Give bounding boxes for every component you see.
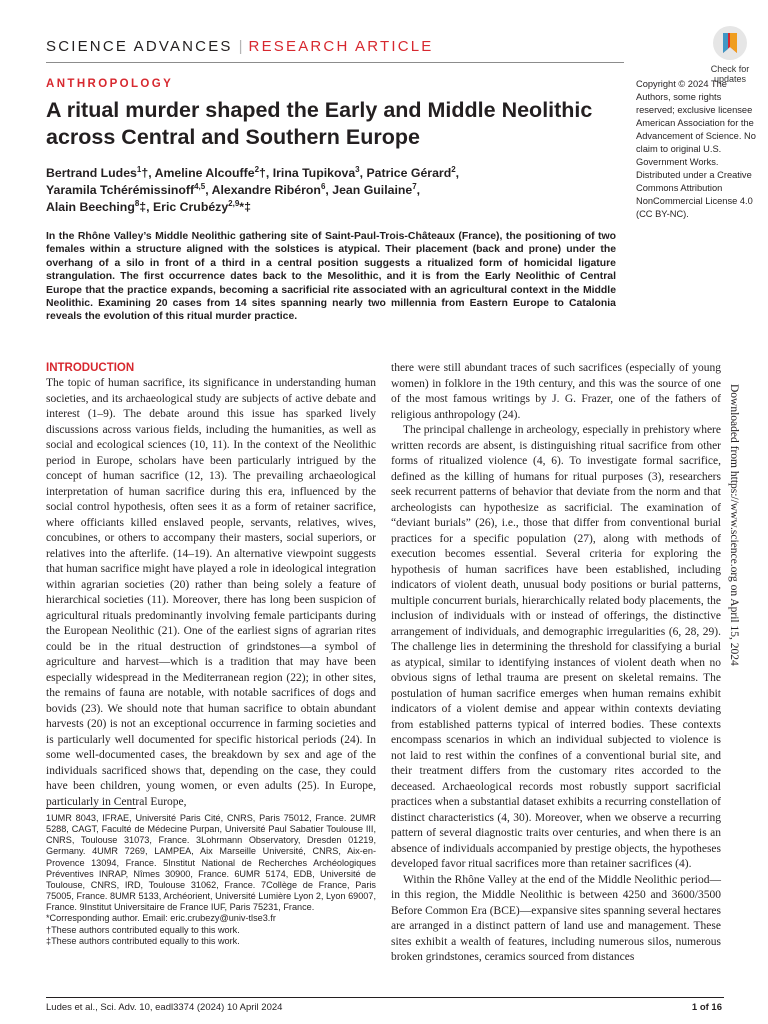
- check-updates-line2: updates: [713, 74, 747, 84]
- footer-citation: Ludes et al., Sci. Adv. 10, eadl3374 (2024) 10 April 2024: [46, 1002, 283, 1013]
- equal-contribution-note: ‡These authors contributed equally to this work.: [46, 935, 240, 946]
- header-rule: [46, 62, 624, 63]
- author-name[interactable]: Patrice Gérard$^2$: [366, 164, 456, 180]
- abstract: In the Rhône Valley’s Middle Neolithic gathering site of Saint-Paul-Trois-Châteaux (France), the positioning of two females within a structure aligned with the solstices is atypical. Their placement (back and prone) under the overhang of a silo in front of a third in a central position suggests a ritualized form of homicidal ligature strangulation. The first occurrence dates back to the Mesolithic, and it is from the Early Neolithic of Central Europe that the practice expands, becoming a sacrificial rite associated with an agricultural context in the Middle Neolithic. Examining 20 cases from 14 sites spanning nearly two millennia from Eastern Europe to Catalonia reveals the evolution of this ritual murder practice.: [46, 231, 616, 323]
- journal-header: [46, 38, 434, 55]
- author-name[interactable]: Alexandre Ribéron$^6$: [211, 181, 326, 197]
- download-side-note: [725, 384, 743, 664]
- affiliations: 1UMR 8043, IFRAE, Université Paris Cité, CNRS, Paris 75012, France. 2UMR 5288, CAGT, Faculté de Médecine Purpan, Université Paul Sabatier Toulouse III, CNRS, Toulouse 31073, France. 3Lohrmann Observatory, Dresden 01219, Germany. 4UMR 7269, LAMPEA, Aix Marseille Université, CNRS, Aix-en-Provence 13094, France. 5Institut National de Recherches Archéologiques Préventives INRAP, Nîmes 30900, France. 6UMR 5174, EDB, Université de Toulouse, CNRS, IRD, Toulouse 31062, France. 7Collège de France, Paris 75005, France. 8UMR 5133, Archéorient, Université Lumière Lyon 2, Lyon 69007, France. 9Institut Universitaire de France IUF, Paris 75231, France.: [46, 813, 376, 913]
- copyright-notice: Copyright © 2024 The Authors, some rights reserved; exclusive licensee American Association for the Advancement of Science. No claim to original U.S. Government Works. Distributed under a Creative Commons Attribution NonCommercial License 4.0 (CC BY-NC).: [636, 79, 756, 219]
- check-for-updates-button[interactable]: [703, 24, 757, 84]
- author-name[interactable]: Yaramila Tchérémissinoff$^{4,5}$: [46, 181, 206, 197]
- body-paragraph: The principal challenge in archeology, especially in prehistory where written records are absent, is distinguishing ritual sacrifice from other forms of ritualized violence (4, 6). To investigate formal sacrifice, defined as the killing of humans for ritual purposes (3), researchers seek recurrent patterns of behavior that deviate from the norm and that archeologists can hypothesize as sacrificial. The examination of “deviant burials” (26), i.e., those that differ from conventional burial practices for a specific population (27), along with methods of execution becomes essential. Several criteria for exploring the hypothesis of human sacrifices have been established, including indicators of violent death, unusual body positions or burial patterns, multiple concurrent burials, hierarchically related body placements, the inclusion of individuals with or instead of offerings, the distinctive arrangement of individuals, and demographic irregularities (6, 28, 29). The challenge lies in determining the threshold for classifying a burial as atypical, similar to identifying instances of violent death when no obvious signs of lethal trauma are present on skeletal remains. The postulation of human sacrifice emerges when human remains exhibit indicators of a violent demise and appear within contexts deviating from established patterns typical of interred bodies. These contexts encompass scenarios in which an individual subjected to violence is not laid to rest within the confines of a conventional burial site, and their treatment differs from the customary rites accorded to the deceased. Archaeological records most robustly support sacrificial practices when a substantial dataset exhibits a recurring constellation of distinct characteristics (4, 30). Moreover, when we observe a recurring pattern of several diagnostic traits over centuries, and when there is an absence of individuals accompanied by prestige objects, the hypotheses developed favor ritual sacrifices more than retainer sacrifices (4).: [391, 424, 721, 870]
- bookmark-badge-icon: [720, 31, 740, 55]
- download-notice[interactable]: Downloaded from https://www.science.org on April 15, 2024: [728, 384, 740, 666]
- article-title: A ritual murder shaped the Early and Middle Neolithic across Central and Southern Europe: [46, 98, 593, 149]
- author-name[interactable]: Ameline Alcouffe$^2$†: [154, 164, 266, 180]
- journal-name[interactable]: SCIENCE ADVANCES: [46, 38, 233, 55]
- author-name[interactable]: Alain Beeching$^8$‡: [46, 198, 147, 214]
- section-label: ANTHROPOLOGY: [46, 78, 174, 90]
- corresponding-author[interactable]: *Corresponding author. Email: eric.crubezy@univ-tlse3.fr: [46, 913, 276, 924]
- footnotes: [46, 813, 376, 947]
- author-name[interactable]: Irina Tupikova$^3$: [272, 164, 360, 180]
- author-list: Bertrand Ludes$^1$†, Ameline Alcouffe$^2$†, Irina Tupikova$^3$, Patrice Gérard$^2$, Yaramila Tchérémissinoff$^{4,5}$, Alexandre Ribéron$^6$, Jean Guilaine$^7$, Alain Beeching$^8$‡, Eric Crubézy$^{2,9}$*‡: [46, 164, 460, 214]
- page-number: 1 of 16: [691, 1002, 722, 1013]
- equal-contribution-note: †These authors contributed equally to this work.: [46, 924, 240, 935]
- author-name[interactable]: Bertrand Ludes$^1$†: [46, 164, 149, 180]
- author-name[interactable]: Eric Crubézy$^{2,9}$*‡: [152, 198, 251, 214]
- check-updates-line1: Check for: [710, 64, 750, 74]
- header-separator: |: [238, 38, 243, 55]
- introduction-heading: INTRODUCTION: [46, 362, 135, 374]
- footer-rule: [46, 997, 724, 998]
- body-paragraph: there were still abundant traces of such sacrifices (especially of young women) in folklore in the 19th century, and this was the source of one of the most famous writings by J. G. Frazer, one of the fathers of religious anthropology (24).: [391, 362, 721, 421]
- article-type: RESEARCH ARTICLE: [248, 38, 434, 55]
- body-column-left: [46, 361, 376, 810]
- body-paragraph: Within the Rhône Valley at the end of the Middle Neolithic period—in this region, the Middle Neolithic is between 4250 and 3600/3500 Before Common Era (BCE)—expansive sites spanning several hectares are arranged in a distinct pattern of land use and management. These sites exhibit a wealth of features, including numerous silos, numerous broken grindstones, ceramics sourced from distances: [391, 873, 721, 963]
- body-paragraph: The topic of human sacrifice, its significance in understanding human societies, and its archaeological study are subjects of active debate and interest (1–9). The debate around this issue has sparked lively discussions across various fields, including the humanities, as well as social and ecological sciences (10, 11). In the context of the Neolithic period in Europe, scholars have been particularly intrigued by the concept of human sacrifice (12, 13). The prevailing archaeological interpretation of human sacrifice during this era, influenced by the social control hypothesis, often sees it as a form of retainer sacrifice, where officiants killed enslaved people, servants, relatives, wives, concubines, or others to accompany their masters, social superiors, or relatives into the afterlife. (14–19). An alternative viewpoint suggests that human sacrifice might have played a role in ideological integration within agrarian societies (20) rather than being solely a feature of hierarchical societies (11). Moreover, there has long been suspicion of agricultural rituals predominantly involving female participants during the European Neolithic (21). One of the earliest signs of agrarian rites could be in the ritual destruction of grindstones—a symbol of agriculture and harvest—which is a tradition that may have been especially widespread in the Mediterranean region (22); in other sites, the remains of fauna are notable, with notable sacrifices of dogs and bovids (23). We should note that human sacrifice to obtain abundant harvests (20) is not an exceptional occurrence in farming societies and is particularly well documented for specific historical periods (24). In some well-documented cases, the breakdown by sex and age of the individuals sacrificed shows that, depending on the case, they could have been children, young women, or even adults (25). In Europe, particularly in Central Europe,: [46, 377, 376, 808]
- body-column-right: [391, 361, 721, 966]
- footnote-rule: [46, 808, 136, 809]
- author-name[interactable]: Jean Guilaine$^7$: [332, 181, 417, 197]
